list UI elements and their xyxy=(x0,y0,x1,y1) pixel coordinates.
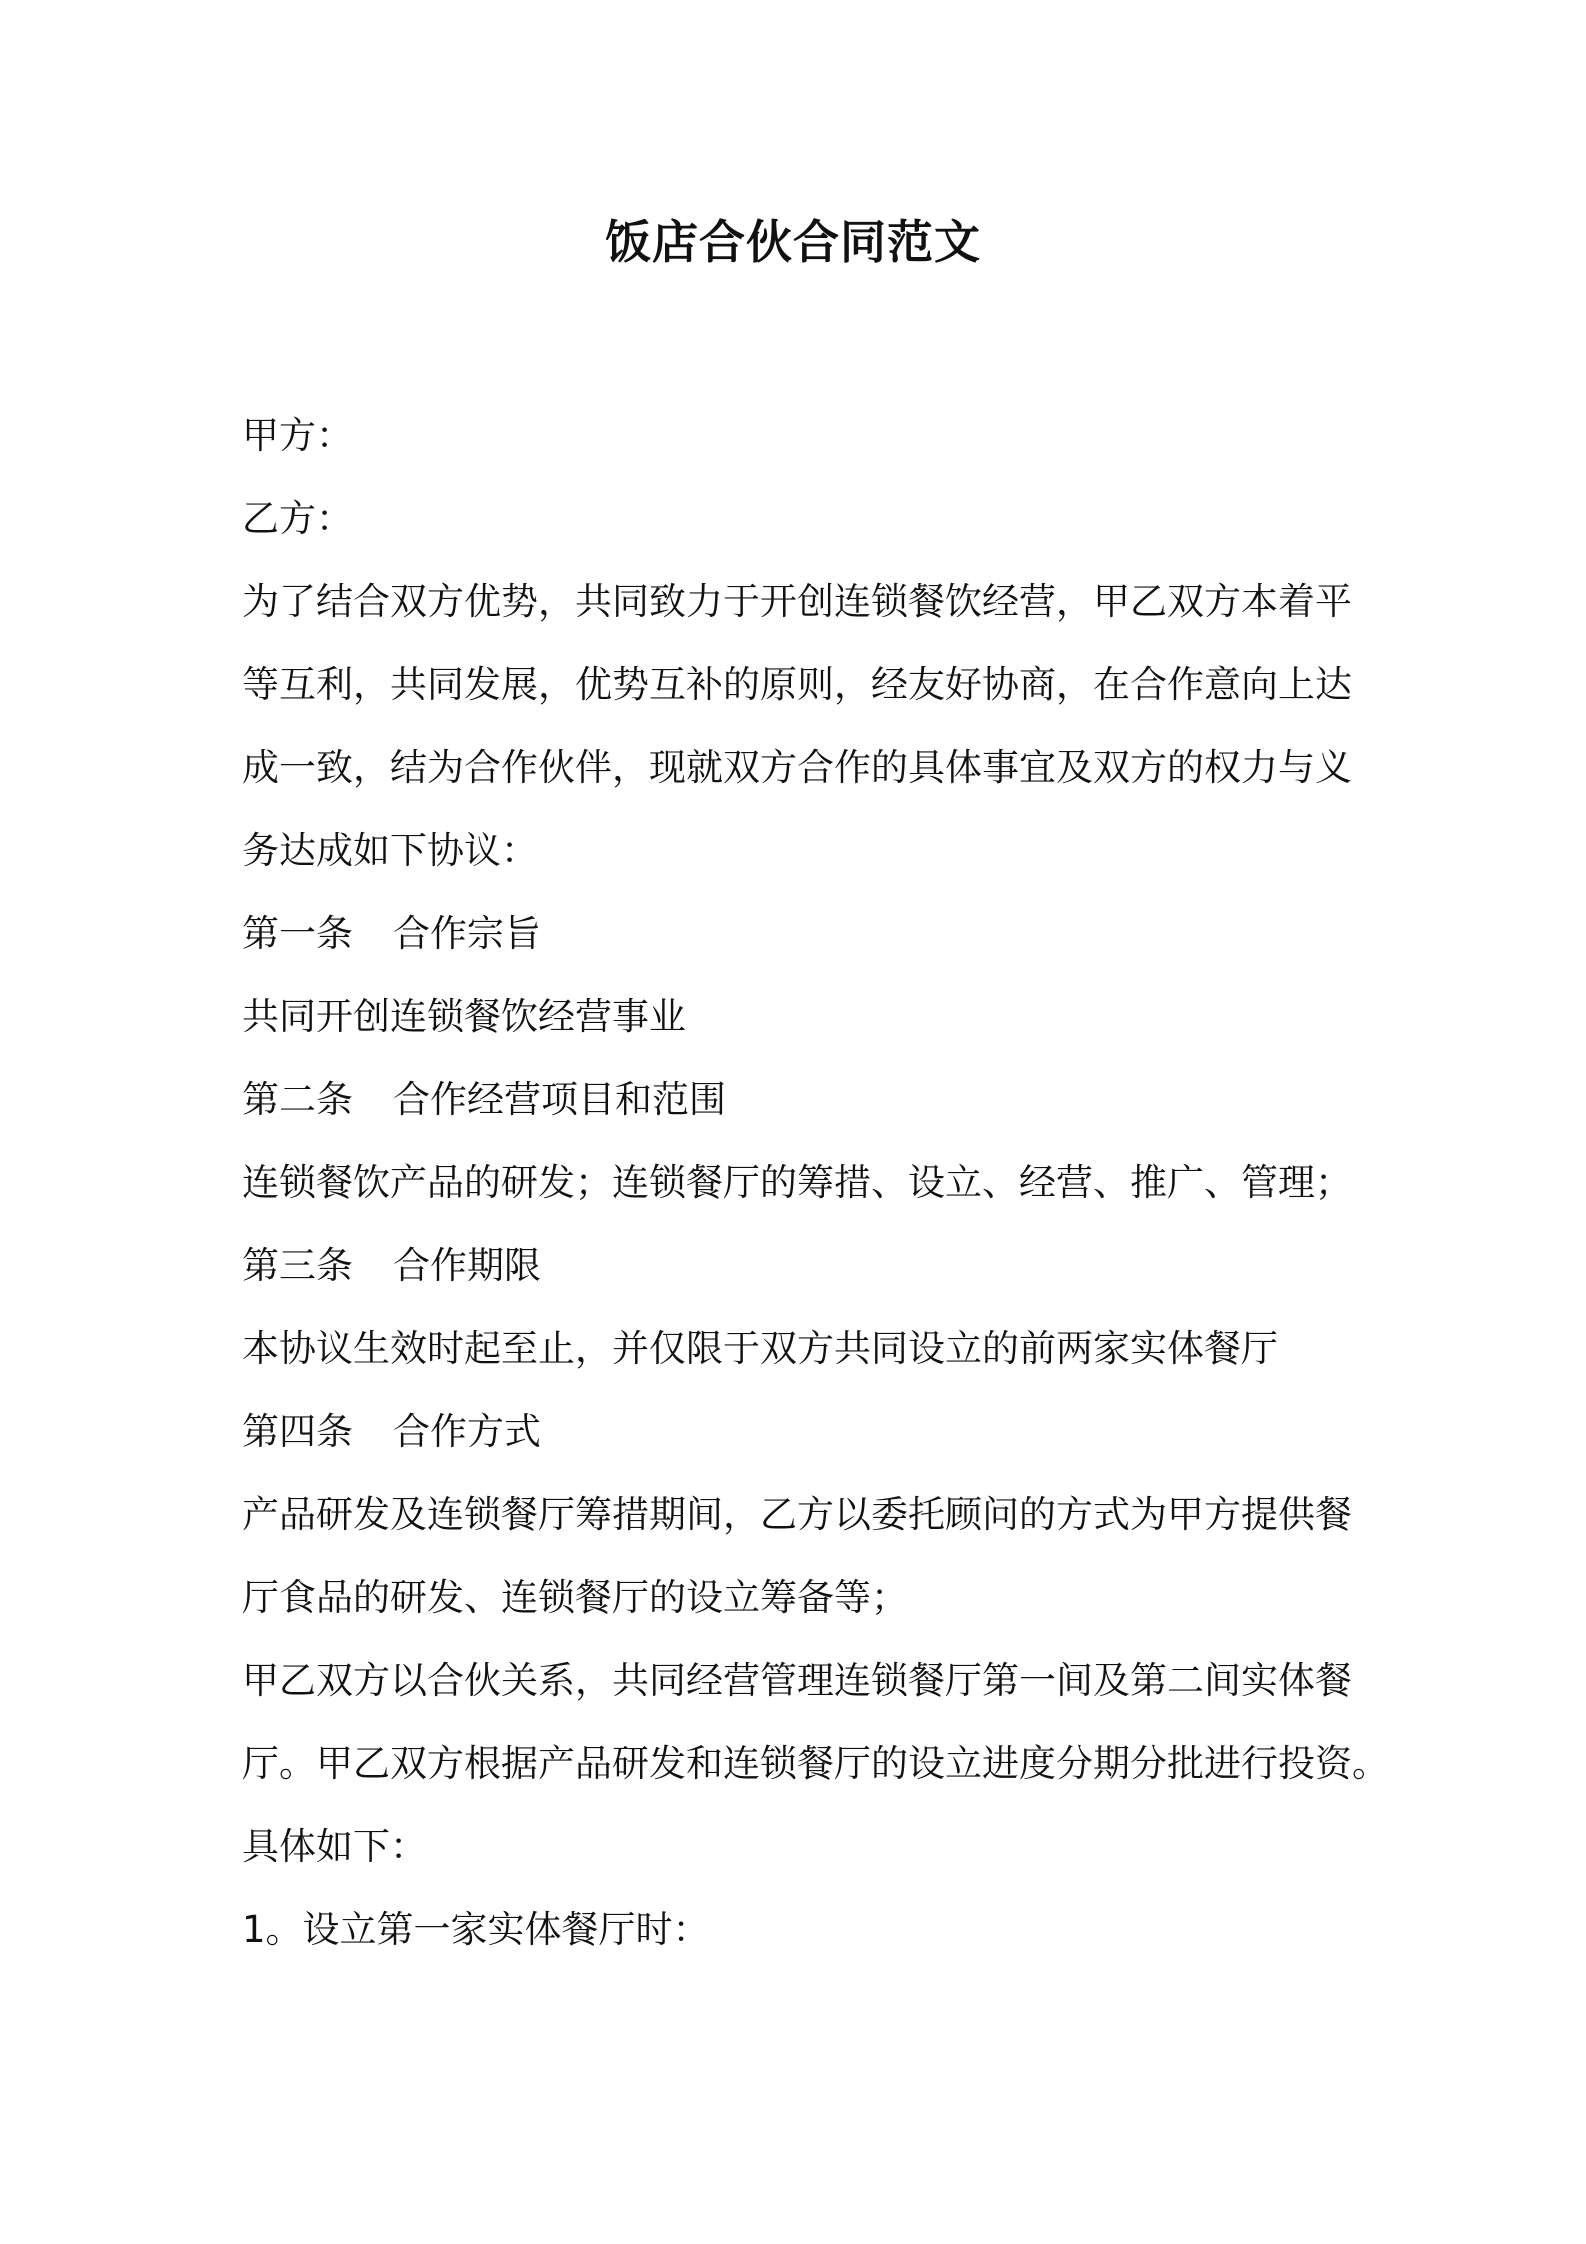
party-b-line: 乙方： xyxy=(242,497,353,540)
preamble-line-1: 为了结合双方优势，共同致力于开创连锁餐饮经营，甲乙双方本着平 xyxy=(242,580,1352,623)
article-3-title: 合作期限 xyxy=(393,1244,541,1287)
article-2-number: 第二条 xyxy=(242,1078,353,1121)
article-4-heading xyxy=(242,1402,1372,1485)
article-3-number: 第三条 xyxy=(242,1244,353,1287)
article-2-title: 合作经营项目和范围 xyxy=(393,1078,726,1121)
document-body xyxy=(242,406,1389,1983)
article-3-body: 本协议生效时起至止，并仅限于双方共同设立的前两家实体餐厅 xyxy=(242,1327,1278,1370)
article-4-body-line-2: 厅食品的研发、连锁餐厅的设立筹备等； xyxy=(242,1576,908,1619)
document-title: 饭店合伙合同范文 xyxy=(605,215,981,269)
article-1-title: 合作宗旨 xyxy=(393,912,541,955)
article-4-title: 合作方式 xyxy=(393,1410,541,1453)
article-1-heading xyxy=(242,904,1372,987)
article-4-body-line-1: 产品研发及连锁餐厅筹措期间，乙方以委托顾问的方式为甲方提供餐 xyxy=(242,1493,1352,1536)
article-3-heading xyxy=(242,1236,1372,1319)
party-a-line: 甲方： xyxy=(242,414,353,457)
list-item-1: 1。设立第一家实体餐厅时： xyxy=(242,1908,710,1951)
article-4-number: 第四条 xyxy=(242,1410,353,1453)
preamble-line-2: 等互利，共同发展，优势互补的原则，经友好协商，在合作意向上达 xyxy=(242,663,1352,706)
article-1-body: 共同开创连锁餐饮经营事业 xyxy=(242,995,686,1038)
article-2-heading xyxy=(242,1070,1372,1153)
article-1-number: 第一条 xyxy=(242,912,353,955)
article-4-body-line-4: 厅。甲乙双方根据产品研发和连锁餐厅的设立进度分期分批进行投资。 xyxy=(242,1742,1389,1785)
article-2-body: 连锁餐饮产品的研发；连锁餐厅的筹措、设立、经营、推广、管理； xyxy=(242,1161,1352,1204)
preamble-line-3: 成一致，结为合作伙伴，现就双方合作的具体事宜及双方的权力与义 xyxy=(242,746,1352,789)
preamble-line-4: 务达成如下协议： xyxy=(242,829,538,872)
article-4-body-line-3: 甲乙双方以合伙关系，共同经营管理连锁餐厅第一间及第二间实体餐 xyxy=(242,1659,1352,1702)
article-4-body-line-5: 具体如下： xyxy=(242,1825,427,1868)
